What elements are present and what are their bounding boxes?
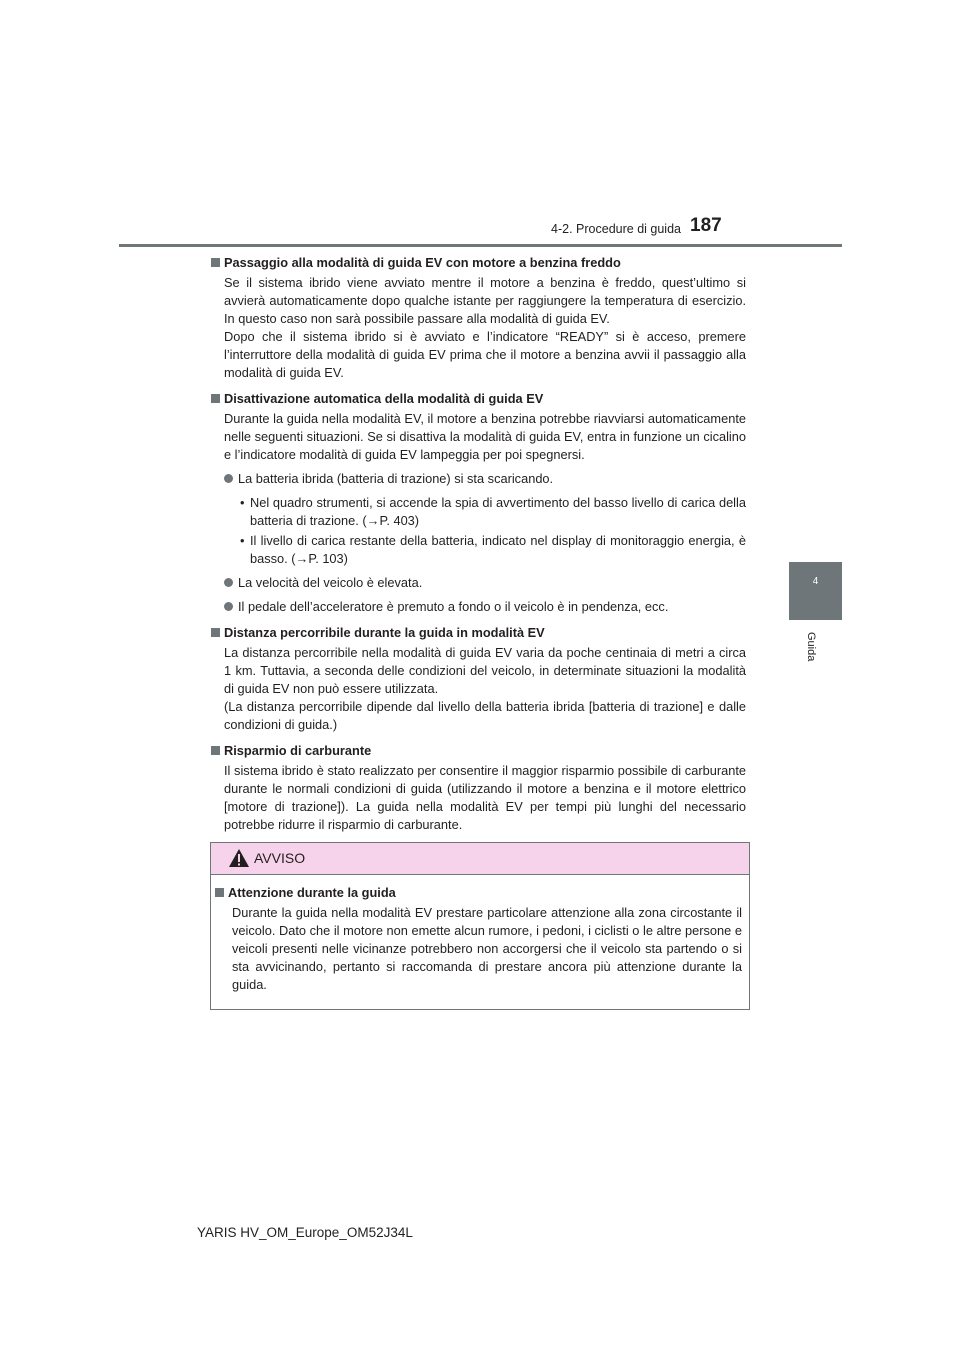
square-bullet-icon xyxy=(211,394,220,403)
section-heading: Passaggio alla modalità di guida EV con motore a benzina freddo xyxy=(210,254,746,272)
warning-triangle-icon xyxy=(228,848,250,868)
chapter-number-tab: 4 xyxy=(789,562,842,620)
paragraph: (La distanza percorribile dipende dal livello della batteria ibrida [batteria di trazione] e dalle condizioni di guida.) xyxy=(224,699,746,732)
circle-bullet-icon xyxy=(224,602,233,611)
dot-marker: • xyxy=(240,533,245,548)
header-rule xyxy=(119,244,842,247)
paragraph: Durante la guida nella modalità EV, il motore a benzina potrebbe riavviarsi automaticamente nelle seguenti situazioni. Se si disattiva la modalità di guida EV, entra in funzione un cicalino e l’indicatore modalità di guida EV lampeggia per poi spegnersi. xyxy=(224,411,746,462)
section-title: 4-2. Procedure di guida xyxy=(551,222,681,236)
circle-bullet-icon xyxy=(224,474,233,483)
chapter-label: Guida xyxy=(805,632,817,662)
dot-marker: • xyxy=(240,495,245,510)
footer-document-code: YARIS HV_OM_Europe_OM52J34L xyxy=(197,1225,413,1240)
warning-title: AVVISO xyxy=(254,850,306,866)
paragraph: Se il sistema ibrido viene avviato mentre il motore a benzina è freddo, quest’ultimo si avvierà automaticamente dopo qualche istante per raggiungere la temperatura di esercizio. In questo caso non sarà possibile passare alla modalità di guida EV. xyxy=(224,275,746,326)
section-fuel-economy xyxy=(210,742,746,834)
section-ev-auto-off xyxy=(210,390,746,616)
paragraph: Dopo che il sistema ibrido si è avviato e l’indicatore “READY” si è acceso, premere l’interruttore della modalità di guida EV prima che il motore a benzina avvii il passaggio alla modalità di guida EV. xyxy=(224,329,746,380)
square-bullet-icon xyxy=(215,888,224,897)
section-heading: Distanza percorribile durante la guida in modalità EV xyxy=(210,624,746,642)
circle-bullet-icon xyxy=(224,578,233,587)
square-bullet-icon xyxy=(211,628,220,637)
list-item: La batteria ibrida (batteria di trazione) si sta scaricando. xyxy=(210,470,746,488)
warning-text: Durante la guida nella modalità EV prestare particolare attenzione alla zona circostante il veicolo. Dato che il motore non emette alcun rumore, i pedoni, i ciclisti o le altre persone e veicoli presenti nelle vicinanze potrebbero non accorgersi che il veicolo sta partendo o si sta avvicinando, pertanto si raccomanda di prestare ancora più attenzione durante la guida. xyxy=(232,905,742,992)
page-number: 187 xyxy=(690,215,722,236)
main-content xyxy=(210,254,746,842)
section-ev-distance xyxy=(210,624,746,734)
warning-header xyxy=(211,843,749,875)
paragraph: Il sistema ibrido è stato realizzato per consentire il maggior risparmio possibile di carburante durante le normali condizioni di guida (utilizzando il motore a benzina e il motore elettrico [motore di trazione]). La guida nella modalità EV per tempi più lunghi del necessario potrebbe ridurre il risparmio di carburante. xyxy=(224,763,746,832)
warning-body xyxy=(214,884,742,994)
list-item: La velocità del veicolo è elevata. xyxy=(210,574,746,592)
sub-list-item: • Nel quadro strumenti, si accende la spia di avvertimento del basso livello di carica della batteria di trazione. (→P. 403) xyxy=(240,495,746,528)
square-bullet-icon xyxy=(211,258,220,267)
warning-heading: Attenzione durante la guida xyxy=(214,884,742,902)
paragraph: La distanza percorribile nella modalità di guida EV varia da poche centinaia di metri a circa 1 km. Tuttavia, a seconda delle condizioni del veicolo, in determinate situazioni la modalità di guida EV non può essere utilizzata. xyxy=(224,645,746,696)
chapter-label-tab xyxy=(789,620,842,680)
section-heading: Risparmio di carburante xyxy=(210,742,746,760)
sub-list-item: • Il livello di carica restante della batteria, indicato nel display di monitoraggio energia, è basso. (→P. 103) xyxy=(240,533,746,566)
warning-box xyxy=(210,842,750,1010)
list-item: Il pedale dell’acceleratore è premuto a fondo o il veicolo è in pendenza, ecc. xyxy=(210,598,746,616)
square-bullet-icon xyxy=(211,746,220,755)
section-heading: Disattivazione automatica della modalità di guida EV xyxy=(210,390,746,408)
section-ev-cold-engine xyxy=(210,254,746,382)
